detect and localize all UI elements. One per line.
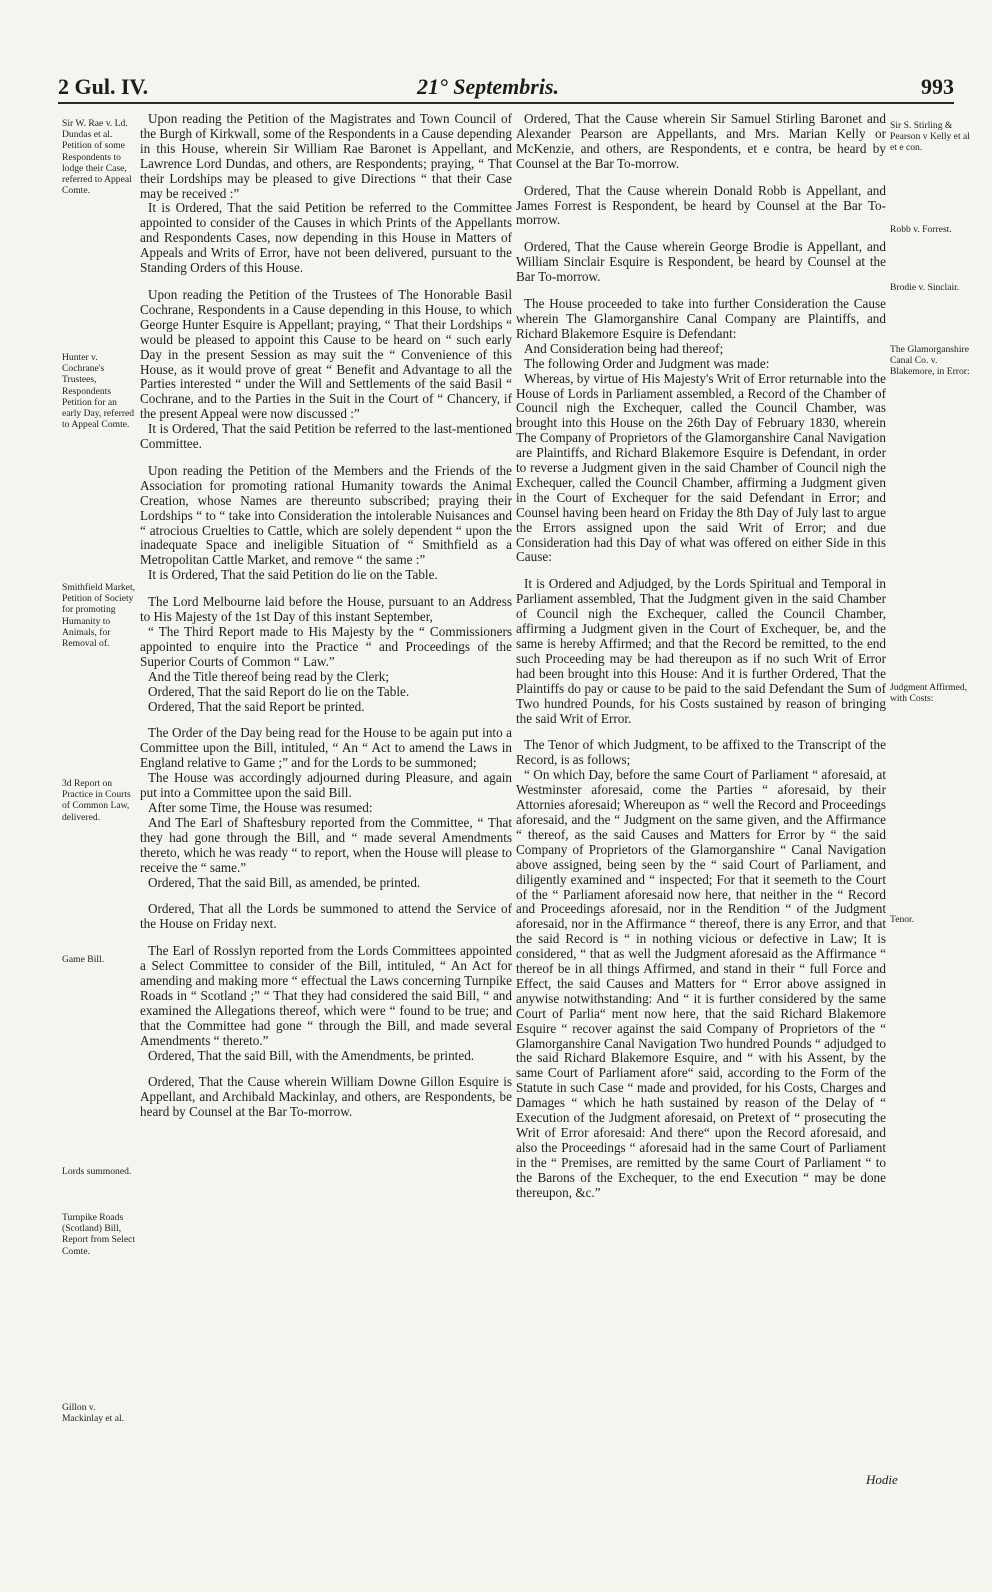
margin-note: Robb v. Forrest. [890, 224, 952, 235]
paragraph: And The Earl of Shaftesbury reported from the Committee, “ That they had gone through the Bill, and “ made several Amendments thereto, which he was ready “ to report, when the House will please to receive the “ same.” [140, 814, 512, 875]
paragraph: It is Ordered, That the said Petition be referred to the Committee appointed to consider of the Causes in which Prints of the Appellants and Respondents Cases, now depending in this House in Matters of Appeals and Writs of Error, have not been delivered, pursuant to the Standing Orders of this House. [140, 200, 512, 276]
margin-note: Sir S. Stirling & Pearson v Kelly et al et e con. [890, 120, 970, 154]
margin-note: Lords summoned. [62, 1166, 132, 1177]
page-header [58, 74, 954, 104]
page-number: 993 [921, 74, 954, 99]
paragraph: Ordered, That all the Lords be summoned to attend the Service of the House on Friday next. [140, 901, 512, 932]
right-column [516, 112, 886, 1201]
paragraph: “ On which Day, before the same Court of Parliament “ aforesaid, at Westminster aforesaid, come the Parties “ aforesaid, by their Attornies aforesaid; Whereupon as “ well the Record and Proceedings aforesaid, and the “ Judgment on the same given, and the Affirmance “ thereof, as the said Causes and Matters for Error by “ the said Company of Proprietors of the Glamorganshire “ Canal Navigation above assigned, being seen by the “ said Court of Parliament, and diligently examined and “ inspected; For that it seemeth to the Court of the “ Parliament aforesaid now here, that neither in the “ Record and Proceedings aforesaid, nor in the Rendition “ of the Judgment aforesaid, nor in the Affirmance “ thereof, there is any Error, and that the said Record is “ in nothing vicious or defective in Law; It is considered, “ that as well the Judgment aforesaid as the Affirmance “ thereof be in all things Affirmed, and stand in their “ full Force and Effect, the said Causes and Matters for “ Error above assigned in anywise notwithstanding: And “ it is further considered by the same Court of Parlia“ ment now here, that the said Richard Blakemore Esquire “ recover against the said Company of Proprietors of the “ Glamorganshire Canal Navigation Two hundred Pounds “ adjudged to the said Richard Blakemore Esquire, and “ with his Assent, by the same Court of Parliament afore“ said, according to the Form of the Statute in such Case “ made and provided, for his Costs, Charges and Damages “ which he hath sustained by reason of the Delay of “ Execution of the Judgment aforesaid, on Pretext of “ prosecuting the Writ of Error aforesaid: And there“ upon the Record aforesaid, and also the Proceedings “ aforesaid had in the same Court of Parliament in the “ Premises, are remitted by the same Court of Parliament “ to the Barons of the Exchequer, to the end Execution “ may be done thereupon, &c.” [516, 767, 886, 1200]
paragraph: Ordered, That the Cause wherein Sir Samuel Stirling Baronet and Alexander Pearson are Appellants, and Mrs. Marian Kelly or McKenzie, and others, are Respondents, et e contra, be heard by Counsel at the Bar To-morrow. [516, 111, 886, 171]
paragraph: “ The Third Report made to His Majesty by the “ Commissioners appointed to enquire into the Practice “ and Proceedings of the Superior Courts of Common “ Law.” [140, 624, 512, 669]
paragraph: It is Ordered and Adjudged, by the Lords Spiritual and Temporal in Parliament assembled, That the Judgment given in the said Chamber of Council nigh the Exchequer, called the Council Chamber, affirming a Judgment given in the Court of Exchequer, be, and the same is hereby Affirmed; and that the Record be remitted, to the end such Proceeding may be had thereupon as if no such Writ of Error had been brought into this House: And it is further Ordered, That the Plaintiffs do pay or cause to be paid to the said Defendant the Sum of Two hundred Pounds, for his Costs sustained by reason of bringing the said Writ of Error. [516, 576, 886, 726]
margin-note: Smithfield Market, Petition of Society for promoting Humanity to Animals, for Removal of. [62, 582, 136, 650]
paragraph: It is Ordered, That the said Petition be referred to the last-mentioned Committee. [140, 421, 512, 452]
paragraph: It is Ordered, That the said Petition do lie on the Table. [148, 567, 438, 583]
margin-note: Gillon v. Mackinlay et al. [62, 1402, 125, 1425]
margin-note: Hunter v. Cochrane's Trustees, Respondents Petition for an early Day, referred to Appeal Comte. [62, 352, 135, 431]
paragraph: Upon reading the Petition of the Trustees of The Honorable Basil Cochrane, Respondents in a Cause depending in this House, to which George Hunter Esquire is Appellant; praying, “ That their Lordships “ would be pleased to appoint this Cause to be heard on “ such early Day in the present Session as may suit the “ Convenience of this House, as it would prove of great “ Benefit and Advantage to all the Parties interested “ under the Will and Settlements of the said Basil “ Cochrane, and to the Parties in the Suit in the Court of “ Chancery, if the present Appeal were now discussed :” [140, 286, 512, 422]
paragraph: Whereas, by virtue of His Majesty's Writ of Error returnable into the House of Lords in Parliament assembled, a Record of the Chamber of Council nigh the Exchequer, called the Council Chamber, was brought into this House on the 26th Day of February 1830, wherein The Company of Proprietors of the Glamorganshire Canal Navigation are Plaintiffs, and Richard Blakemore Esquire is Defendant, in order to reverse a Judgment given in the said Chamber of Council nigh the Exchequer, called the Council Chamber, affirming a Judgment given in the Court of Exchequer for the said Defendant in Error; and Counsel having been heard on Friday the 8th Day of July last to argue the Errors assigned upon the said Writ of Error; and due Consideration had this Day of what was offered on either Side in this Cause: [516, 370, 886, 565]
regnal-year: 2 Gul. IV. [58, 74, 149, 99]
paragraph: The Earl of Rosslyn reported from the Lords Committees appointed a Select Committee to consider of the Bill, intituled, “ An Act for amending and making more “ effectual the Laws concerning Turnpike Roads in “ Scotland ;” “ That they had considered the said Bill, “ and examined the Allegations thereof, which were “ found to be true; and that the Committee had gone “ through the Bill, and made several Amendments “ thereto.” [140, 943, 512, 1048]
paragraph: The Tenor of which Judgment, to be affixed to the Transcript of the Record, is as follows; [516, 737, 886, 768]
paragraph: And the Title thereof being read by the Clerk; [148, 668, 389, 684]
paragraph: Ordered, That the Cause wherein George Brodie is Appellant, and William Sinclair Esquire is Respondent, be heard by Counsel at the Bar To-morrow. [516, 239, 886, 285]
margin-note: Turnpike Roads (Scotland) Bill, Report from Select Comte. [62, 1212, 135, 1257]
paragraph: The Lord Melbourne laid before the House, pursuant to an Address to His Majesty of the 1st Day of this instant September, [140, 594, 512, 625]
paragraph: And Consideration being had thereof; [524, 340, 724, 356]
paragraph: The Order of the Day being read for the House to be again put into a Committee upon the Bill, intituled, “ An “ Act to amend the Laws in England relative to Game ;” and for the Lords to be summoned; [140, 725, 512, 771]
margin-note: Judgment Affirmed, with Costs: [890, 682, 968, 705]
paragraph: Ordered, That the said Report do lie on the Table. [148, 683, 410, 699]
margin-note: Sir W. Rae v. Ld. Dundas et al. Petition of some Respondents to lodge their Case, referred to Appeal Comte. [62, 118, 132, 197]
paragraph: Ordered, That the Cause wherein William Downe Gillon Esquire is Appellant, and Archibald Mackinlay, and others, are Respondents, be heard by Counsel at the Bar To-morrow. [140, 1074, 512, 1120]
paragraph: The House was accordingly adjourned during Pleasure, and again put into a Committee upon the said Bill. [140, 770, 512, 801]
margin-note: 3d Report on Practice in Courts of Common Law, delivered. [62, 778, 131, 823]
margin-note: Brodie v. Sinclair. [890, 282, 960, 293]
paragraph: Ordered, That the said Report be printed. [148, 698, 365, 714]
margin-note: Game Bill. [62, 954, 105, 965]
margin-note: Tenor. [890, 914, 915, 925]
paragraph: Ordered, That the Cause wherein Donald Robb is Appellant, and James Forrest is Respondent, be heard by Counsel at the Bar To-morrow. [516, 182, 886, 228]
margin-note: The Glamorganshire Canal Co. v. Blakemore, in Error: [890, 344, 970, 378]
paragraph: Ordered, That the said Bill, as amended, be printed. [148, 874, 421, 890]
catchword: Hodie [866, 1472, 898, 1487]
paragraph: Upon reading the Petition of the Members and the Friends of the Association for promoting rational Humanity towards the Animal Creation, whose Names are thereunto subscribed; praying their Lordships “ to “ take into Consideration the intolerable Nuisances and “ atrocious Cruelties to Cattle, which are solely dependent “ upon the inadequate Space and ineligible Situation of “ Smithfield as a Metropolitan Cattle Market, and remove “ the same :” [140, 462, 512, 568]
paragraph: After some Time, the House was resumed: [148, 799, 373, 815]
left-column [140, 112, 512, 1120]
page-date: 21° Septembris. [416, 74, 560, 99]
header-rule [58, 102, 954, 104]
paragraph: Upon reading the Petition of the Magistrates and Town Council of the Burgh of Kirkwall, some of the Respondents in a Cause depending in this House, wherein Sir William Rae Baronet is Appellant, and Lawrence Lord Dundas, and others, are Respondents; praying, “ That their Lordships may be pleased to give Directions “ that their Case may be received :” [140, 111, 512, 201]
paragraph: Ordered, That the said Bill, with the Amendments, be printed. [148, 1047, 475, 1063]
paragraph: The House proceeded to take into further Consideration the Cause wherein The Glamorganshire Canal Company are Plaintiffs, and Richard Blakemore Esquire is Defendant: [516, 296, 886, 341]
paragraph: The following Order and Judgment was made: [524, 355, 770, 371]
